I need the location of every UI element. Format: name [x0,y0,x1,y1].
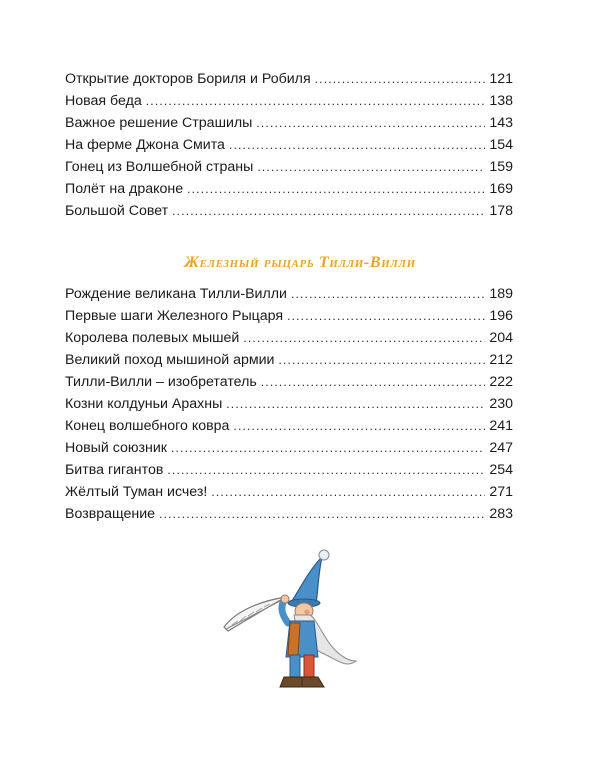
toc-entry-page: 178 [489,203,513,219]
toc-entry-page: 121 [489,71,513,87]
gnome-nose [304,609,309,614]
toc-list-part-1 [65,68,513,222]
leader-dots [287,305,485,327]
section-heading: Железный рыцарь Тилли-Вилли [184,254,416,271]
quill-feather-icon [224,597,288,631]
leader-dots [159,503,485,525]
toc-entry-page: 222 [489,374,513,390]
leader-dots [256,112,485,134]
gnome-arm [282,601,288,623]
leader-dots [261,371,486,393]
leader-dots [233,415,485,437]
toc-entry-title: Новая беда [65,93,142,109]
toc-entry-page: 247 [489,440,513,456]
toc-entry[interactable] [65,112,513,134]
leader-dots [211,481,485,503]
leader-dots [167,459,485,481]
toc-entry-page: 230 [489,396,513,412]
toc-entry-page: 154 [489,137,513,153]
toc-entry-title: Жёлтый Туман исчез! [65,484,208,500]
gnome-vest [288,623,300,655]
toc-entry[interactable] [65,437,513,459]
toc-entry[interactable] [65,200,513,222]
toc-entry[interactable] [65,481,513,503]
toc-entry-title: Конец волшебного ковра [65,418,230,434]
toc-entry-title: Большой Совет [65,203,169,219]
toc-entry[interactable] [65,156,513,178]
toc-entry-title: На ферме Джона Смита [65,137,225,153]
toc-entry-title: Полёт на драконе [65,181,184,197]
toc-entry-title: Гонец из Волшебной страны [65,159,254,175]
toc-entry-page: 169 [489,181,513,197]
toc-entry[interactable] [65,459,513,481]
toc-entry[interactable] [65,415,513,437]
gnome-hat-icon [288,550,329,607]
toc-entry-page: 138 [489,93,513,109]
toc-entry[interactable] [65,68,513,90]
toc-entry-page: 159 [489,159,513,175]
gnome-leg-right [304,655,314,677]
leader-dots [146,90,486,112]
toc-entry-page: 189 [489,286,513,302]
toc-entry-page: 241 [489,418,513,434]
toc-entry-title: Королева полевых мышей [65,330,240,346]
gnome-boot-right [302,677,324,687]
gnome-leg-left [290,655,300,677]
toc-entry[interactable] [65,283,513,305]
toc-entry[interactable] [65,327,513,349]
leader-dots [243,327,485,349]
toc-entry[interactable] [65,503,513,525]
toc-entry[interactable] [65,178,513,200]
toc-entry-page: 143 [489,115,513,131]
toc-entry-page: 271 [489,484,513,500]
gnome-with-quill-illustration [218,545,378,705]
leader-dots [171,437,485,459]
gnome-illustration-svg [218,545,378,705]
toc-entry-title: Открытие докторов Бориля и Робиля [65,71,311,87]
toc-entry[interactable] [65,305,513,327]
toc-entry-page: 254 [489,462,513,478]
leader-dots [257,156,485,178]
toc-entry-title: Битва гигантов [65,462,164,478]
leader-dots [172,200,485,222]
toc-entry-page: 283 [489,506,513,522]
toc-list-part-2 [65,283,513,525]
leader-dots [226,393,485,415]
toc-entry[interactable] [65,371,513,393]
toc-entry[interactable] [65,90,513,112]
toc-entry-title: Важное решение Страшилы [65,115,253,131]
toc-entry-title: Новый союзник [65,440,167,456]
leader-dots [278,349,485,371]
toc-entry-title: Великий поход мышиной армии [65,352,275,368]
leader-dots [315,68,486,90]
toc-entry[interactable] [65,134,513,156]
toc-entry-title: Рождение великана Тилли-Вилли [65,286,287,302]
toc-entry-page: 204 [489,330,513,346]
toc-entry[interactable] [65,349,513,371]
gnome-hand [281,595,289,603]
toc-entry-title: Первые шаги Железного Рыцаря [65,308,284,324]
toc-entry-page: 196 [489,308,513,324]
leader-dots [291,283,485,305]
toc-entry-title: Тилли-Вилли – изобретатель [65,374,257,390]
toc-entry[interactable] [65,393,513,415]
toc-entry-title: Козни колдуньи Арахны [65,396,223,412]
leader-dots [229,134,485,156]
toc-entry-title: Возвращение [65,506,156,522]
toc-entry-page: 212 [489,352,513,368]
gnome-boot-left [280,677,302,687]
leader-dots [187,178,485,200]
